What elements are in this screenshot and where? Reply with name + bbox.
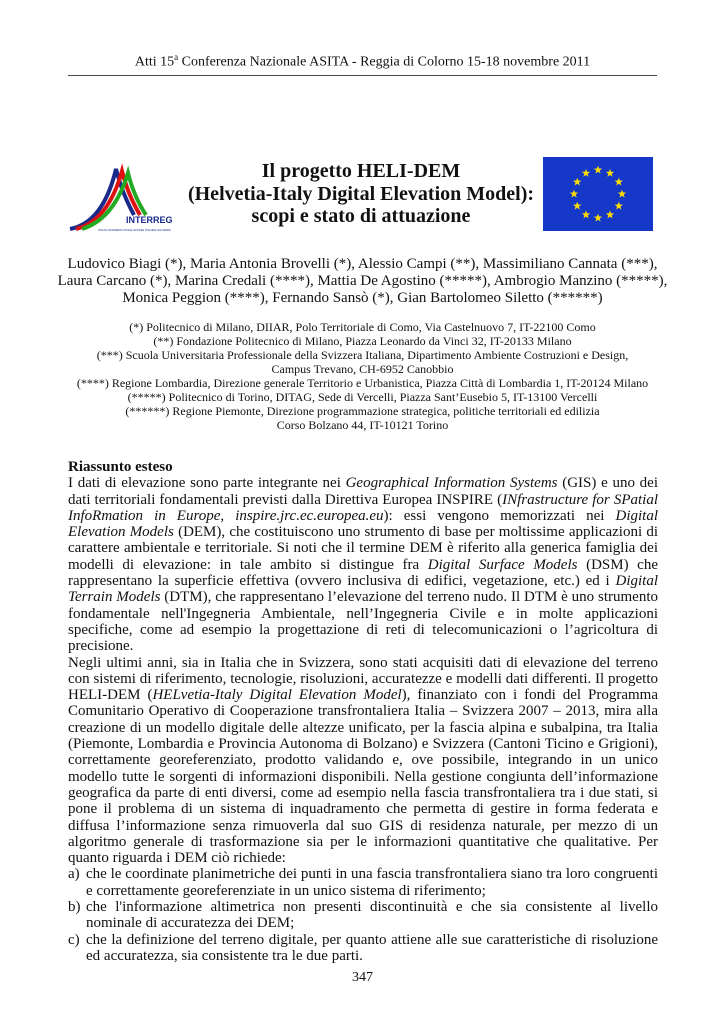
text-run: (DEM), che costituiscono uno strumento di base per moltissime applicazioni di carattere ambientale e territoriale. Si noti che il termine DEM è riferito alla generica famiglia dei modelli di elevazione: in tale ambito si distingue fra xyxy=(68,524,658,573)
list-item xyxy=(68,899,658,932)
requirements-list xyxy=(68,866,658,964)
paragraph xyxy=(68,655,658,867)
text-run: ), finanziato con i fondi del Programma Comunitario Operativo di Cooperazione transfrontaliera Italia – Svizzera 2007 – 2013, mira alla creazione di un modello digitale delle altezze unificato, per la fascia alpina e subalpina, tra Italia (Piemonte, Lombardia e Provincia Autonoma di Bolzano) e Svizzera (Cantoni Ticino e Grigioni), correttamente georeferenziato, prodotto validando e, ove possibile, integrando in un unico modello tutte le sorgenti di informazioni disponibili. Nella gestione congiunta dell’informazione geografica da parte di enti diversi, come ad esempio nella fascia transfrontaliera tra i due stati, si pone il problema di un sistema di inquadramento che permetta di gestire in forma federata e diffusa l’informazione senza rimuoverla dal suo GIS di residenza naturale, per mezzo di un algoritmo generale di trasformazione sia per le informazioni quantitative che qualitative. Per quanto riguarda i DEM ciò richiede: xyxy=(68,687,658,867)
star-icon xyxy=(573,178,581,186)
star-icon xyxy=(594,214,602,222)
star-icon xyxy=(582,210,590,218)
text-run: (DTM), che rappresentano l’elevazione del terreno nudo. Il DTM è uno strumento fondamentale nell'Ingegneria Ambientale, nell’Ingegneria Civile e in molte applicazioni specifiche, come ad esempio la progettazione di reti di telecomunicazioni o l’agricoltura di precisione. xyxy=(68,589,659,655)
list-text: che la definizione del terreno digitale, per quanto attiene alle sue caratteristiche di risoluzione ed accuratezza, sia consistente tra le due parti. xyxy=(86,931,658,964)
list-item xyxy=(68,932,658,965)
italic-term: Digital Surface Models xyxy=(427,556,578,573)
logo-subtext: ITALIA-SVIZZERA ITALIE-SUISSE ITALIEN-SCHWEIZ xyxy=(98,228,172,232)
star-icon xyxy=(606,169,614,177)
italic-term: HELvetia-Italy Digital Elevation Model xyxy=(152,687,402,704)
list-text: che le coordinate planimetriche dei punti in una fascia transfrontaliera siano tra loro congruenti e correttamente georeferenziate in un unico sistema di riferimento; xyxy=(86,866,658,899)
logo-text: INTERREG xyxy=(126,215,173,225)
star-icon xyxy=(615,178,623,186)
affiliation-line: Campus Trevano, CH-6952 Canobbio xyxy=(271,362,454,376)
list-item xyxy=(68,866,658,899)
text-run: ): essi vengono memorizzati nei xyxy=(383,507,616,524)
list-text: che l'informazione altimetrica non presenti discontinuità e che sia consistente al livello nominale di accuratezza dei DEM; xyxy=(86,899,658,932)
affiliation-line: Corso Bolzano 44, IT-10121 Torino xyxy=(276,418,449,432)
header-text-rest: Conferenza Nazionale ASITA - Reggia di Colorno 15-18 novembre 2011 xyxy=(178,54,591,70)
italic-term: inspire.jrc.ec.europea.eu xyxy=(235,507,384,524)
author-line: Laura Carcano (*), Marina Credali (****), Mattia De Agostino (*****), Ambrogio Manzino (*****), xyxy=(57,273,668,289)
italic-term: Digital Elevation Models xyxy=(68,507,659,541)
star-icon xyxy=(594,166,602,174)
paragraph xyxy=(68,475,658,654)
text-run: , xyxy=(220,507,236,524)
star-icon xyxy=(618,190,626,198)
list-marker: c) xyxy=(68,931,80,948)
italic-term: Digital Terrain Models xyxy=(68,573,658,606)
section-heading: Riassunto esteso xyxy=(68,459,173,475)
italic-term: Geographical Information Systems xyxy=(345,475,558,492)
paper-title xyxy=(182,160,540,228)
abstract-body xyxy=(68,459,658,964)
list-marker: a) xyxy=(68,866,80,883)
text-run: I dati di elevazione sono parte integrante nei xyxy=(68,475,346,492)
star-icon xyxy=(606,210,614,218)
affiliation-line: (****) Regione Lombardia, Direzione generale Territorio e Urbanistica, Piazza Città di Lombardia 1, IT-20124 Milano xyxy=(76,376,649,390)
author-list xyxy=(40,256,685,307)
header-text: Atti 15 xyxy=(134,54,175,70)
text-run: (GIS) e uno dei dati territoriali fondamentali previsti dalla Direttiva Europea INSPIRE ( xyxy=(68,475,658,508)
interreg-logo xyxy=(68,163,180,233)
affiliations xyxy=(10,320,715,432)
title-line: scopi e stato di attuazione xyxy=(251,205,471,227)
header-superscript: a xyxy=(174,52,179,62)
text-run: Negli ultimi anni, sia in Italia che in Svizzera, sono stati acquisiti dati di elevazione del terreno con sistemi di riferimento, tecnologie, risoluzioni, accuratezze e modelli dati differenti. Il progetto HELI-DEM ( xyxy=(68,654,658,704)
star-icon xyxy=(582,169,590,177)
affiliation-line: (*****) Politecnico di Torino, DITAG, Sede di Vercelli, Piazza Sant’Eusebio 5, IT-13100 Vercelli xyxy=(127,390,598,404)
title-line: (Helvetia-Italy Digital Elevation Model): xyxy=(187,182,535,205)
author-line: Ludovico Biagi (*), Maria Antonia Brovelli (*), Alessio Campi (**), Massimiliano Cannata (***), xyxy=(67,256,658,272)
title-line: Il progetto HELI-DEM xyxy=(261,160,461,182)
affiliation-line: (******) Regione Piemonte, Direzione programmazione strategica, politiche territoriali ed edilizia xyxy=(125,404,600,418)
text-run: (DSM) che rappresentano la superficie effettiva (ovvero inclusiva di edifici, vegetazione, etc.) ed i xyxy=(68,556,658,590)
star-icon xyxy=(615,202,623,210)
eu-flag-logo xyxy=(543,157,653,231)
running-header xyxy=(68,52,657,76)
author-line: Monica Peggion (****), Fernando Sansò (*), Gian Bartolomeo Siletto (******) xyxy=(122,290,603,306)
affiliation-line: (*) Politecnico di Milano, DIIAR, Polo Territoriale di Como, Via Castelnuovo 7, IT-22100 Como xyxy=(129,320,596,334)
affiliation-line: (**) Fondazione Politecnico di Milano, Piazza Leonardo da Vinci 32, IT-20133 Milano xyxy=(153,334,572,348)
list-marker: b) xyxy=(68,899,81,916)
affiliation-line: (***) Scuola Universitaria Professionale della Svizzera Italiana, Dipartimento Ambiente Costruzioni e Design, xyxy=(96,348,629,362)
star-icon xyxy=(570,190,578,198)
italic-term: INfrastructure for SPatial InfoRmation in Europe xyxy=(68,491,658,524)
star-icon xyxy=(573,202,581,210)
page-number: 347 xyxy=(352,970,373,985)
